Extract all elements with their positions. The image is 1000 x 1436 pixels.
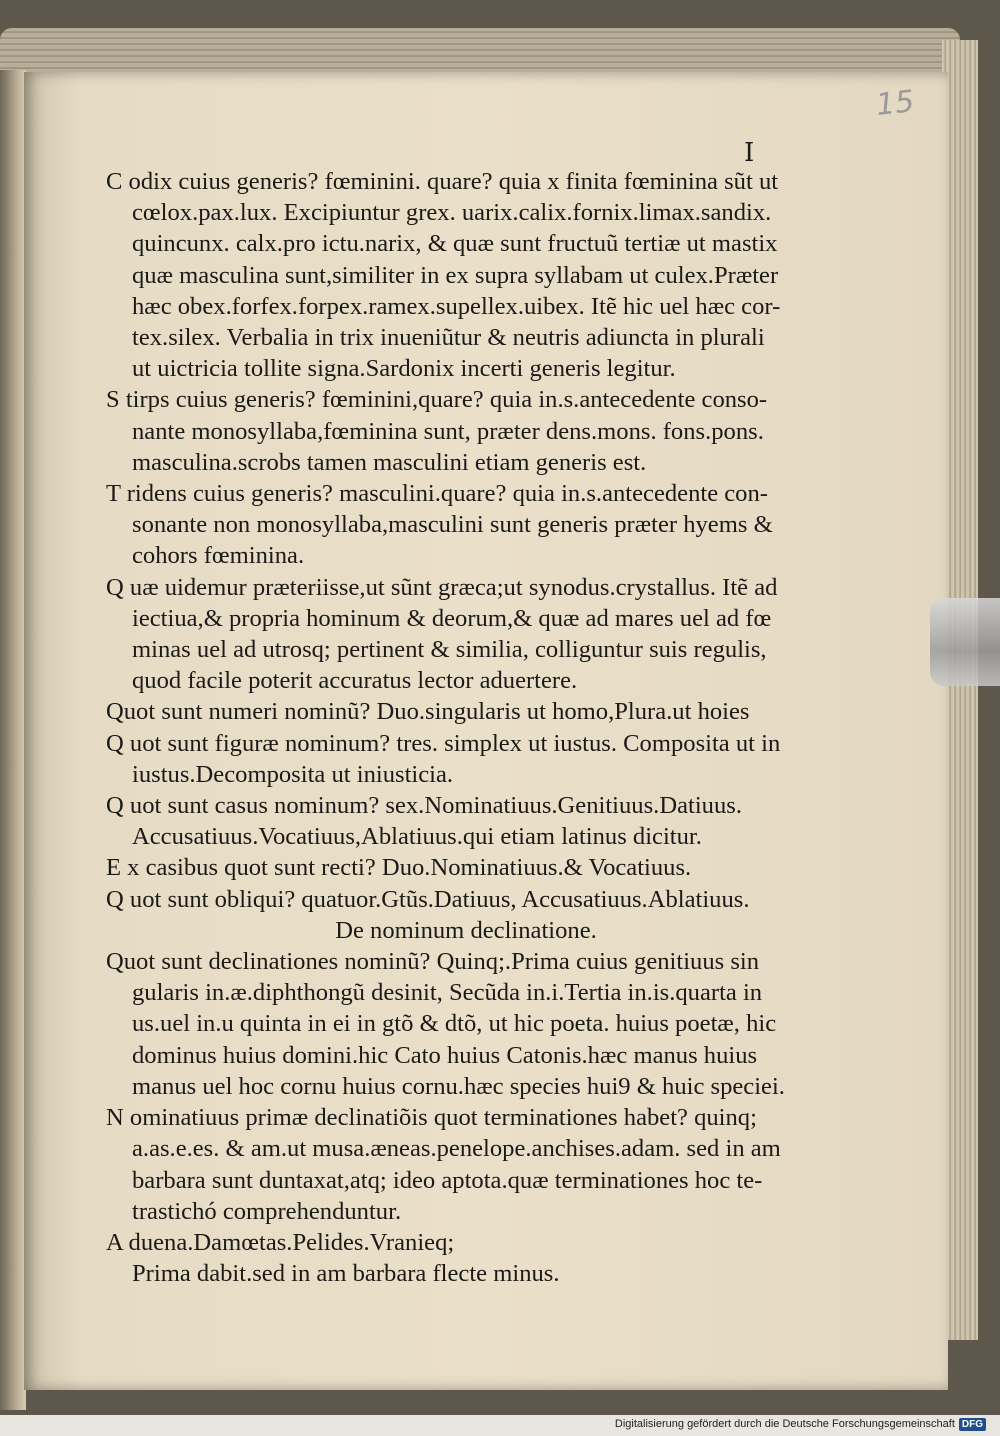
text-line: minas uel ad utrosq; pertinent & similia, colliguntur suis regulis,: [132, 636, 767, 664]
text-line: Accusatiuus.Vocatiuus,Ablatiuus.qui etiam latinus dicitur.: [132, 823, 702, 851]
section-heading: De nominum declinatione.: [335, 916, 597, 944]
text-line: gularis in.æ.diphthongũ desinit, Secũda in.i.Tertia in.is.quarta in: [132, 979, 763, 1007]
text-line: nante monosyllaba,fœminina sunt, præter dens.mons. fons.pons.: [132, 417, 764, 445]
text-line: ut uictricia tollite signa.Sardonix incerti generis legitur.: [132, 355, 676, 383]
text-line: manus uel hoc cornu huius cornu.hæc species hui9 & huic speciei.: [132, 1072, 785, 1100]
text-line: Q uæ uidemur præteriisse,ut sũnt græca;ut synodus.crystallus. Itẽ ad: [106, 573, 778, 601]
text-line: a.as.e.es. & am.ut musa.æneas.penelope.anchises.adam. sed in am: [132, 1135, 781, 1163]
verse-line: A duena.Damœtas.Pelides.Vranieq;: [106, 1228, 455, 1256]
page-clip: [930, 598, 1000, 686]
text-line: C odix cuius generis? fœminini. quare? quia x finita fœminina sũt ut: [106, 168, 779, 195]
text-line: Q uot sunt figuræ nominum? tres. simplex ut iustus. Composita ut in: [106, 729, 781, 757]
text-line: quod facile poterit accuratus lector aduertere.: [132, 667, 578, 695]
text-line: masculina.scrobs tamen masculini etiam generis est.: [132, 448, 647, 476]
text-line: dominus huius domini.hic Cato huius Catonis.hæc manus huius: [132, 1041, 758, 1069]
text-line: sonante non monosyllaba,masculini sunt generis præter hyems &: [132, 511, 773, 539]
text-line: us.uel in.u quinta in ei in gtõ & dtõ, ut hic poeta. huius poetæ, hic: [132, 1010, 777, 1038]
text-line: N ominatiuus primæ declinatiõis quot terminationes habet? quinq;: [106, 1104, 757, 1132]
dfg-logo: DFG: [959, 1418, 986, 1431]
signature-mark: I: [744, 138, 755, 168]
text-line: iectiua,& propria hominum & deorum,& quæ ad mares uel ad fœ: [132, 604, 772, 632]
text-line: quincunx. calx.pro ictu.narix, & quæ sunt fructuũ tertiæ ut mastix: [132, 230, 778, 258]
folio-number: 15: [874, 84, 916, 123]
footer-credit-text: Digitalisierung gefördert durch die Deutsche Forschungsgemeinschaft: [614, 1418, 955, 1430]
text-line: hæc obex.forfex.forpex.ramex.supellex.uibex. Itẽ hic uel hæc cor-: [132, 292, 781, 320]
text-line: E x casibus quot sunt recti? Duo.Nominatiuus.& Vocatiuus.: [106, 854, 692, 882]
footer-credit: [615, 1416, 986, 1432]
text-line: iustus.Decomposita ut iniusticia.: [132, 760, 454, 788]
page-text: [106, 166, 826, 1289]
text-line: barbara sunt duntaxat,atq; ideo aptota.quæ terminationes hoc te-: [132, 1166, 763, 1194]
gutter-fold: [0, 70, 26, 1410]
text-line: Quot sunt numeri nominũ? Duo.singularis ut homo,Plura.ut hoies: [106, 698, 750, 726]
text-line: Quot sunt declinationes nominũ? Quinq;.Prima cuius genitiuus sin: [106, 948, 760, 976]
text-line: Q uot sunt obliqui? quatuor.Gtũs.Datiuus, Accusatiuus.Ablatiuus.: [106, 885, 750, 913]
text-line: tex.silex. Verbalia in trix inueniũtur & neutris adiuncta in plurali: [132, 324, 765, 352]
text-line: T ridens cuius generis? masculini.quare? quia in.s.antecedente con-: [106, 480, 768, 508]
text-line: trastichó comprehenduntur.: [132, 1197, 402, 1225]
text-line: S tirps cuius generis? fœminini,quare? quia in.s.antecedente conso-: [106, 386, 768, 414]
verse-line: Prima dabit.sed in am barbara flecte minus.: [132, 1260, 560, 1288]
text-line: cœlox.pax.lux. Excipiuntur grex. uarix.calix.fornix.limax.sandix.: [132, 199, 772, 227]
text-line: quæ masculina sunt,similiter in ex supra syllabam ut culex.Præter: [132, 261, 779, 289]
text-line: Q uot sunt casus nominum? sex.Nominatiuus.Genitiuus.Datiuus.: [106, 792, 742, 820]
text-line: cohors fœminina.: [132, 542, 305, 570]
